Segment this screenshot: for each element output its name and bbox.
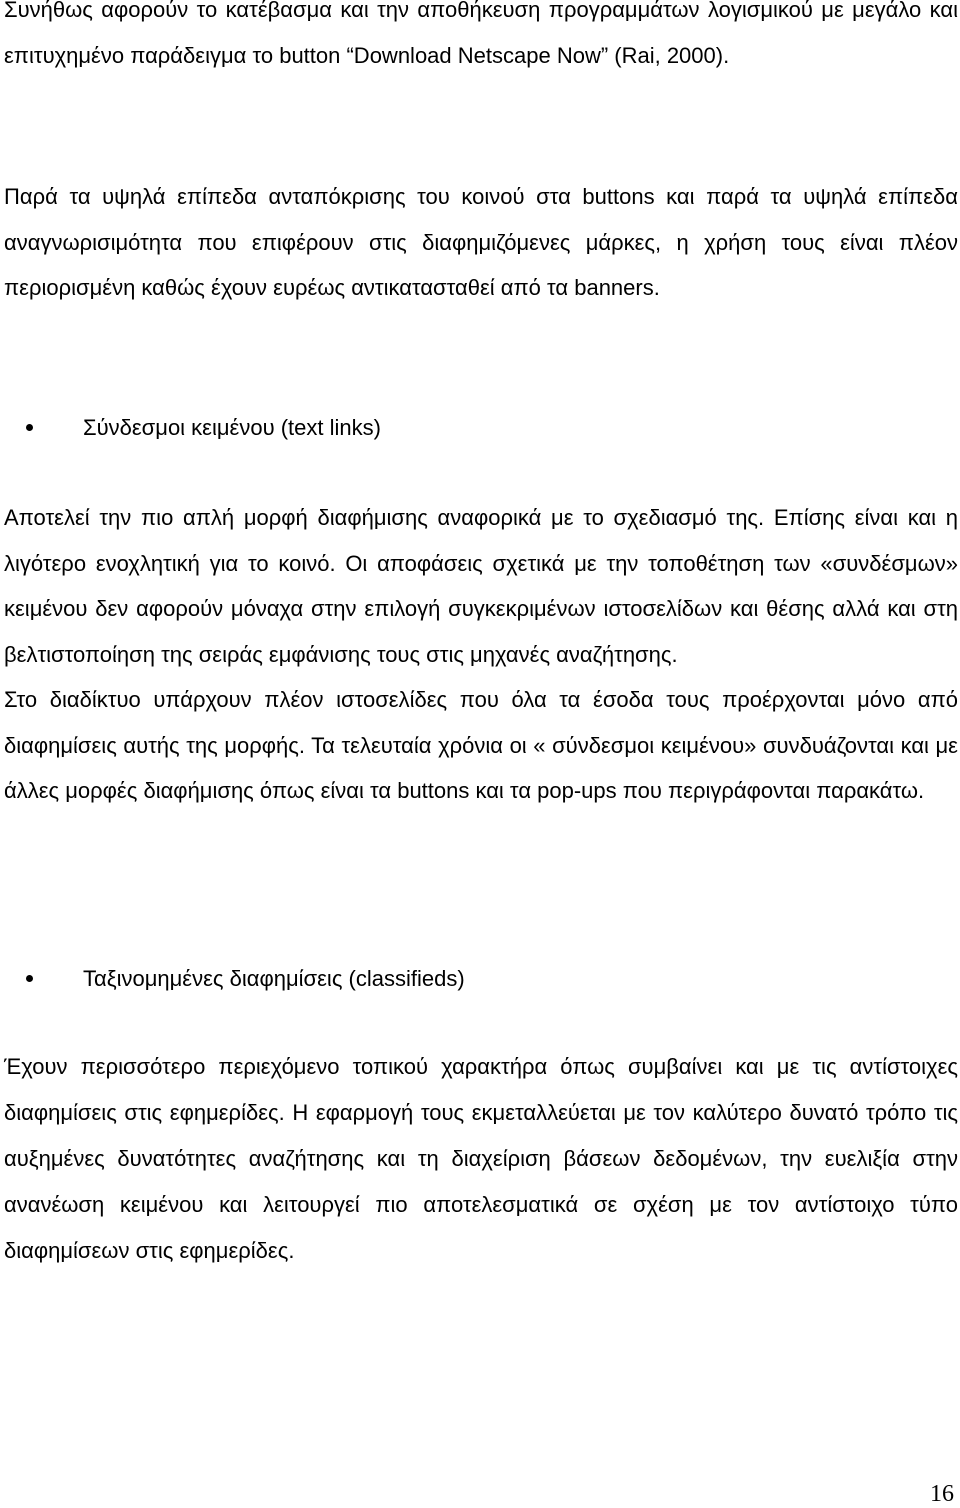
paragraph-text-links	[4, 495, 958, 814]
bullet-classifieds	[26, 956, 946, 1001]
paragraph-text-links-part1: Αποτελεί την πιο απλή μορφή διαφήμισης αναφορικά με το σχεδιασμό της. Επίσης είναι και η λιγότερο ενοχλητική για το κοινό. Οι αποφάσεις σχετικά με την τοποθέτηση των «συνδέσμων» κειμένου δεν αφορούν μόναχα στην επιλογή συγκεκριμένων ιστοσελίδων και θέσης αλλά και στη βελτιστοποίηση της σειράς εμφάνισης τους στις μηχανές αναζήτησης.	[4, 505, 958, 667]
paragraph-buttons-usage: Παρά τα υψηλά επίπεδα ανταπόκρισης του κοινού στα buttons και παρά τα υψηλά επίπεδα αναγνωρισιμότητα που επιφέρουν στις διαφημιζόμενες μάρκες, η χρήση τους είναι πλέον περιορισμένη καθώς έχουν ευρέως αντικατασταθεί από τα banners.	[4, 184, 958, 300]
page-number: 16	[930, 1481, 954, 1507]
bullet-text-links	[26, 405, 946, 450]
paragraph-buttons-downloads: Συνήθως αφορούν το κατέβασμα και την αποθήκευση προγραμμάτων λογισμικού με μεγάλο και επιτυχημένο παράδειγμα το button “Download Netscape Now” (Rai, 2000).	[4, 0, 958, 68]
bullet-icon	[26, 424, 33, 431]
bullet-icon	[26, 975, 33, 982]
bullet-classifieds-label: Ταξινομημένες διαφημίσεις (classifieds)	[83, 966, 465, 991]
document-page	[4, 0, 958, 1508]
bullet-text-links-label: Σύνδεσμοι κειμένου (text links)	[83, 415, 381, 440]
paragraph-text-links-part2: Στο διαδίκτυο υπάρχουν πλέον ιστοσελίδες που όλα τα έσοδα τους προέρχονται μόνο από διαφημίσεις αυτής της μορφής. Τα τελευταία χρόνια οι « σύνδεσμοι κειμένου» συνδυάζονται και με άλλες μορφές διαφήμισης όπως είναι τα buttons και τα pop-ups που περιγράφονται παρακάτω.	[4, 687, 958, 803]
paragraph-classifieds: Έχουν περισσότερο περιεχόμενο τοπικού χαρακτήρα όπως συμβαίνει και με τις αντίστοιχες διαφημίσεις στις εφημερίδες. Η εφαρμογή τους εκμεταλλεύεται με τον καλύτερο δυνατό τρόπο τις αυξημένες δυνατότητες αναζήτησης και τη διαχείριση βάσεων δεδομένων, την ευελιξία στην ανανέωση κειμένου και λειτουργεί πιο αποτελεσματικά σε σχέση με τον αντίστοιχο τύπο διαφημίσεων στις εφημερίδες.	[4, 1054, 958, 1263]
